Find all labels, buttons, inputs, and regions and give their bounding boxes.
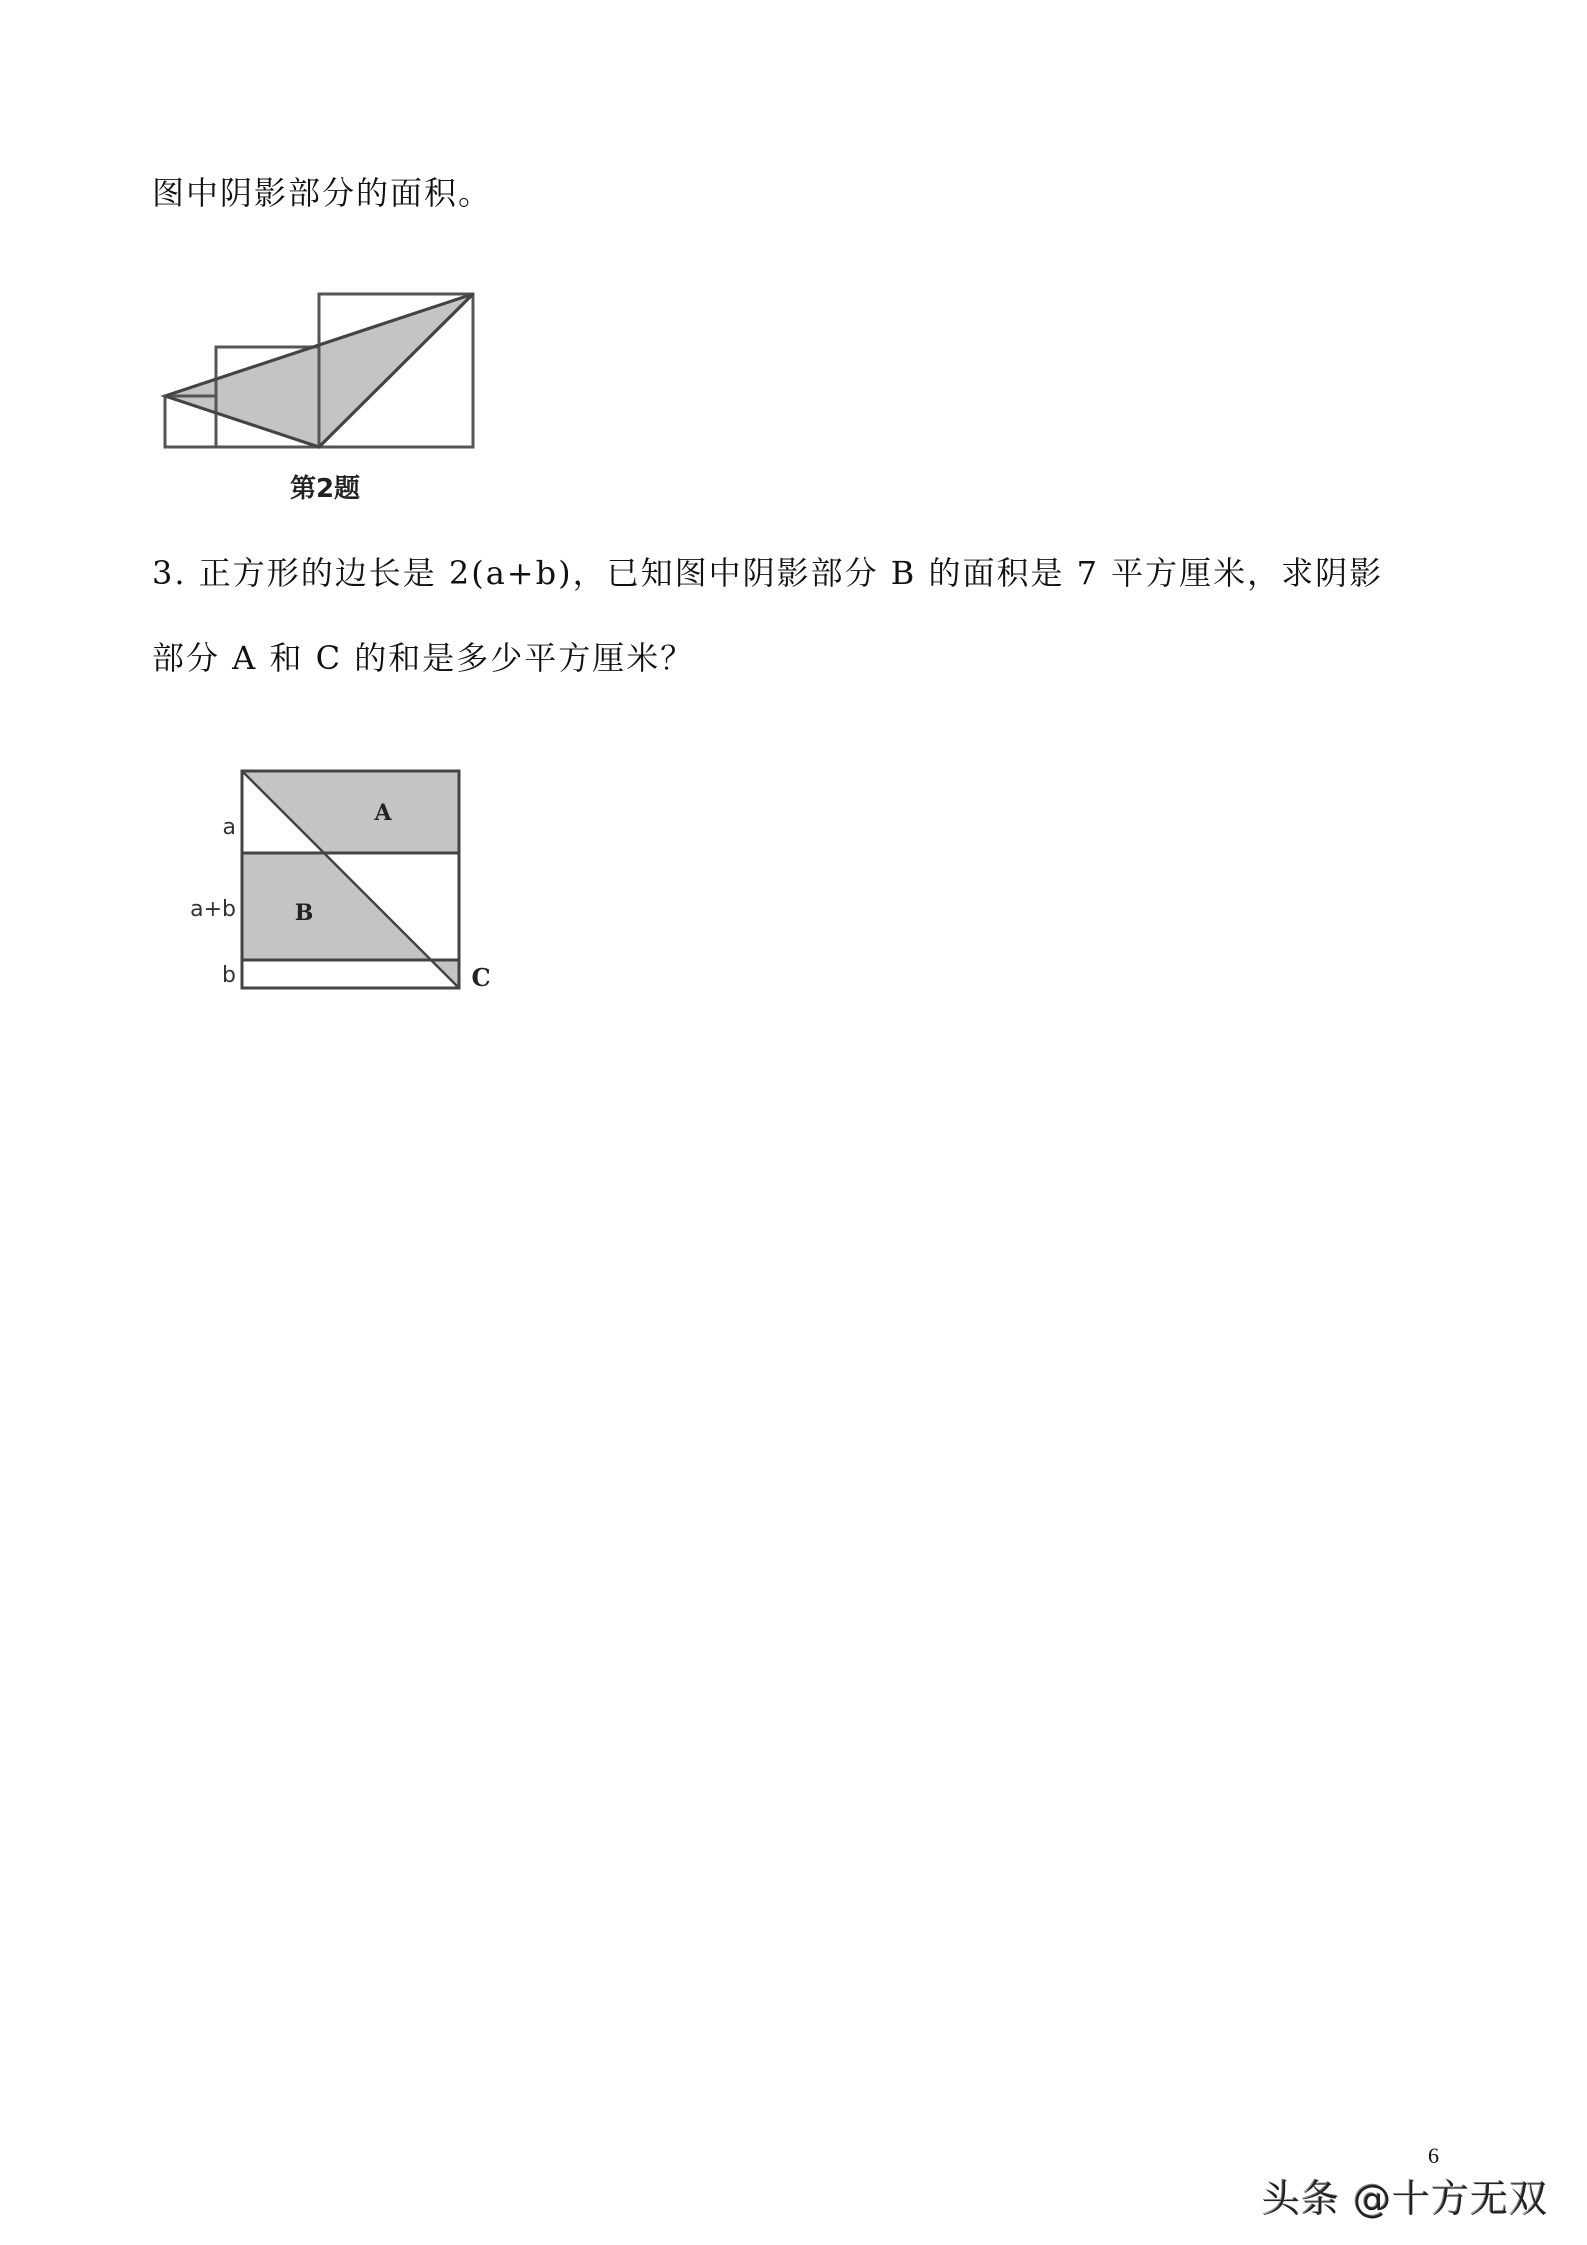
side-label-a-plus-b: a+b — [190, 897, 236, 922]
figure-caption: 第2题 — [289, 474, 361, 504]
region-label-a: A — [374, 800, 392, 826]
problem-3-text-line2: 部分 A 和 C 的和是多少平方厘米？ — [152, 639, 695, 677]
page-number: 6 — [1428, 2143, 1439, 2168]
watermark: 头条 @十方无双 — [1262, 2177, 1549, 2221]
region-b — [242, 853, 431, 960]
region-label-b: B — [294, 900, 314, 926]
problem-2-text-tail: 图中阴影部分的面积。 — [152, 174, 493, 212]
side-label-a: a — [222, 815, 236, 840]
problem-3-text-line1: 3. 正方形的边长是 2(a+b)，已知图中阴影部分 B 的面积是 7 平方厘米，求阴影 — [152, 554, 1384, 592]
region-label-c: C — [471, 963, 491, 992]
region-a — [242, 771, 459, 853]
side-label-b: b — [222, 963, 236, 988]
